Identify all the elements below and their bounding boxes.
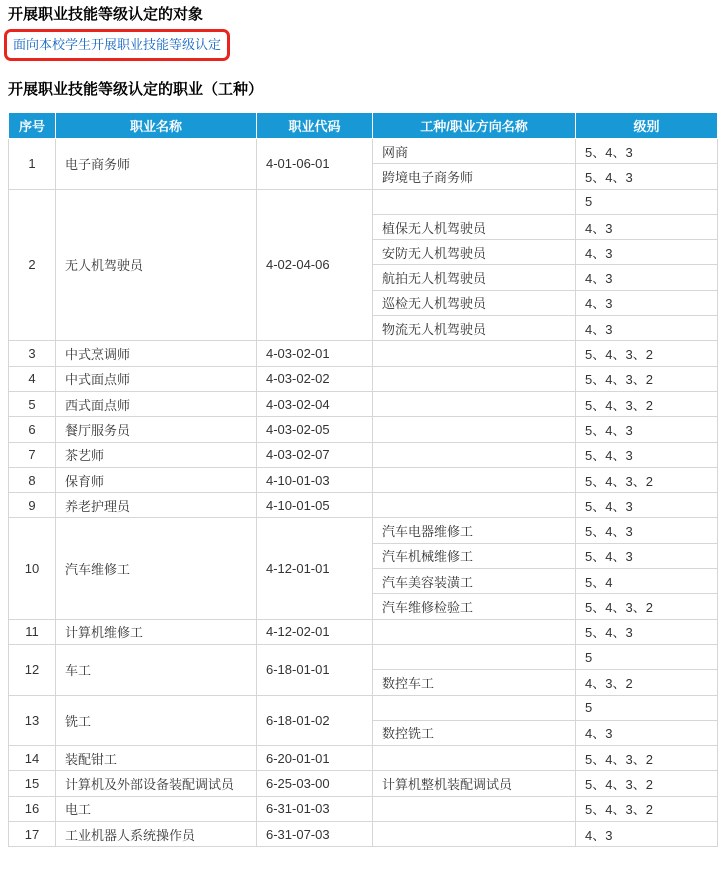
- cell-worktype-name: [373, 442, 576, 467]
- table-header-row: [9, 113, 718, 139]
- cell-level: 5: [576, 644, 718, 669]
- cell-occupation-code: 4-12-02-01: [257, 619, 373, 644]
- cell-level: 4、3: [576, 290, 718, 315]
- cell-occupation-name: 工业机器人系统操作员: [56, 822, 257, 847]
- cell-level: 5、4、3、2: [576, 594, 718, 619]
- table-row: [9, 695, 718, 720]
- cell-level: 5、4、3、2: [576, 366, 718, 391]
- cell-worktype-name: [373, 417, 576, 442]
- student-certification-link[interactable]: 面向本校学生开展职业技能等级认定: [13, 37, 222, 52]
- cell-worktype-name: 巡检无人机驾驶员: [373, 290, 576, 315]
- cell-occupation-code: 4-03-02-01: [257, 341, 373, 366]
- cell-occupation-name: 车工: [56, 644, 257, 695]
- cell-occupation-name: 中式烹调师: [56, 341, 257, 366]
- cell-level: 5、4、3: [576, 543, 718, 568]
- cell-occupation-code: 4-12-01-01: [257, 518, 373, 619]
- cell-serial-number: 16: [9, 796, 56, 821]
- cell-serial-number: 5: [9, 391, 56, 416]
- cell-worktype-name: 汽车美容装潢工: [373, 569, 576, 594]
- cell-occupation-name: 汽车维修工: [56, 518, 257, 619]
- cell-level: 5、4: [576, 569, 718, 594]
- cell-level: 5、4、3、2: [576, 467, 718, 492]
- cell-worktype-name: 汽车电器维修工: [373, 518, 576, 543]
- cell-worktype-name: [373, 796, 576, 821]
- table-row: [9, 518, 718, 543]
- highlight-annotation-box: [4, 29, 230, 61]
- cell-occupation-code: 4-10-01-03: [257, 467, 373, 492]
- cell-level: 4、3: [576, 214, 718, 239]
- cell-worktype-name: 汽车机械维修工: [373, 543, 576, 568]
- cell-occupation-code: 4-03-02-02: [257, 366, 373, 391]
- cell-occupation-name: 铣工: [56, 695, 257, 746]
- table-row: [9, 771, 718, 796]
- col-header-worktype-name: 工种/职业方向名称: [373, 113, 576, 139]
- cell-occupation-code: 6-31-01-03: [257, 796, 373, 821]
- cell-worktype-name: [373, 619, 576, 644]
- cell-worktype-name: [373, 822, 576, 847]
- cell-occupation-name: 西式面点师: [56, 391, 257, 416]
- cell-serial-number: 11: [9, 619, 56, 644]
- cell-worktype-name: [373, 366, 576, 391]
- cell-level: 5、4、3: [576, 164, 718, 189]
- cell-occupation-code: 6-25-03-00: [257, 771, 373, 796]
- heading-certification-target: 开展职业技能等级认定的对象: [8, 6, 204, 23]
- cell-occupation-code: 6-31-07-03: [257, 822, 373, 847]
- cell-serial-number: 10: [9, 518, 56, 619]
- col-header-occupation-name: 职业名称: [56, 113, 257, 139]
- heading-certification-occupations: 开展职业技能等级认定的职业（工种）: [8, 81, 264, 98]
- cell-worktype-name: [373, 189, 576, 214]
- cell-serial-number: 7: [9, 442, 56, 467]
- cell-level: 4、3: [576, 822, 718, 847]
- cell-level: 5、4、3: [576, 139, 718, 164]
- cell-occupation-name: 计算机维修工: [56, 619, 257, 644]
- cell-worktype-name: 数控车工: [373, 670, 576, 695]
- table-row: [9, 746, 718, 771]
- col-header-no: 序号: [9, 113, 56, 139]
- cell-occupation-name: 保育师: [56, 467, 257, 492]
- cell-level: 5、4、3、2: [576, 341, 718, 366]
- cell-worktype-name: 计算机整机装配调试员: [373, 771, 576, 796]
- table-row: [9, 341, 718, 366]
- table-row: [9, 619, 718, 644]
- table-row: [9, 442, 718, 467]
- cell-level: 5、4、3: [576, 442, 718, 467]
- cell-level: 5: [576, 695, 718, 720]
- cell-level: 5、4、3、2: [576, 746, 718, 771]
- cell-occupation-name: 电工: [56, 796, 257, 821]
- col-header-occupation-code: 职业代码: [257, 113, 373, 139]
- cell-occupation-code: 4-01-06-01: [257, 139, 373, 190]
- table-body: [9, 139, 718, 847]
- cell-level: 5、4、3、2: [576, 796, 718, 821]
- cell-serial-number: 15: [9, 771, 56, 796]
- cell-level: 5: [576, 189, 718, 214]
- cell-worktype-name: [373, 341, 576, 366]
- cell-worktype-name: [373, 746, 576, 771]
- cell-serial-number: 14: [9, 746, 56, 771]
- cell-worktype-name: [373, 644, 576, 669]
- cell-occupation-name: 电子商务师: [56, 139, 257, 190]
- cell-worktype-name: 数控铣工: [373, 720, 576, 745]
- cell-occupation-code: 4-10-01-05: [257, 493, 373, 518]
- cell-serial-number: 8: [9, 467, 56, 492]
- cell-serial-number: 6: [9, 417, 56, 442]
- cell-level: 4、3、2: [576, 670, 718, 695]
- cell-worktype-name: 网商: [373, 139, 576, 164]
- cell-level: 4、3: [576, 316, 718, 341]
- cell-occupation-name: 无人机驾驶员: [56, 189, 257, 341]
- table-row: [9, 822, 718, 847]
- cell-occupation-code: 4-03-02-04: [257, 391, 373, 416]
- cell-serial-number: 17: [9, 822, 56, 847]
- cell-level: 5、4、3: [576, 493, 718, 518]
- cell-worktype-name: 物流无人机驾驶员: [373, 316, 576, 341]
- cell-level: 4、3: [576, 720, 718, 745]
- cell-worktype-name: [373, 467, 576, 492]
- cell-occupation-name: 计算机及外部设备装配调试员: [56, 771, 257, 796]
- cell-serial-number: 13: [9, 695, 56, 746]
- cell-occupation-name: 中式面点师: [56, 366, 257, 391]
- cell-occupation-code: 4-02-04-06: [257, 189, 373, 341]
- table-row: [9, 644, 718, 669]
- cell-worktype-name: [373, 391, 576, 416]
- col-header-level: 级别: [576, 113, 718, 139]
- occupations-table: [8, 112, 718, 847]
- table-row: [9, 139, 718, 164]
- cell-occupation-name: 餐厅服务员: [56, 417, 257, 442]
- cell-occupation-code: 4-03-02-05: [257, 417, 373, 442]
- cell-serial-number: 1: [9, 139, 56, 190]
- cell-serial-number: 3: [9, 341, 56, 366]
- cell-worktype-name: 安防无人机驾驶员: [373, 240, 576, 265]
- cell-occupation-code: 4-03-02-07: [257, 442, 373, 467]
- cell-worktype-name: 汽车维修检验工: [373, 594, 576, 619]
- cell-serial-number: 2: [9, 189, 56, 341]
- cell-level: 5、4、3、2: [576, 771, 718, 796]
- table-row: [9, 189, 718, 214]
- cell-level: 4、3: [576, 265, 718, 290]
- cell-worktype-name: 航拍无人机驾驶员: [373, 265, 576, 290]
- cell-worktype-name: [373, 493, 576, 518]
- cell-serial-number: 12: [9, 644, 56, 695]
- cell-occupation-name: 养老护理员: [56, 493, 257, 518]
- cell-occupation-code: 6-18-01-02: [257, 695, 373, 746]
- table-row: [9, 366, 718, 391]
- cell-level: 5、4、3、2: [576, 391, 718, 416]
- cell-level: 5、4、3: [576, 417, 718, 442]
- table-row: [9, 493, 718, 518]
- cell-occupation-name: 装配钳工: [56, 746, 257, 771]
- cell-occupation-name: 茶艺师: [56, 442, 257, 467]
- cell-occupation-code: 6-18-01-01: [257, 644, 373, 695]
- cell-worktype-name: 跨境电子商务师: [373, 164, 576, 189]
- cell-level: 5、4、3: [576, 619, 718, 644]
- table-row: [9, 796, 718, 821]
- cell-level: 4、3: [576, 240, 718, 265]
- cell-worktype-name: 植保无人机驾驶员: [373, 214, 576, 239]
- cell-serial-number: 4: [9, 366, 56, 391]
- cell-level: 5、4、3: [576, 518, 718, 543]
- cell-worktype-name: [373, 695, 576, 720]
- cell-serial-number: 9: [9, 493, 56, 518]
- table-header: [9, 113, 718, 139]
- table-row: [9, 467, 718, 492]
- cell-occupation-code: 6-20-01-01: [257, 746, 373, 771]
- table-row: [9, 391, 718, 416]
- table-row: [9, 417, 718, 442]
